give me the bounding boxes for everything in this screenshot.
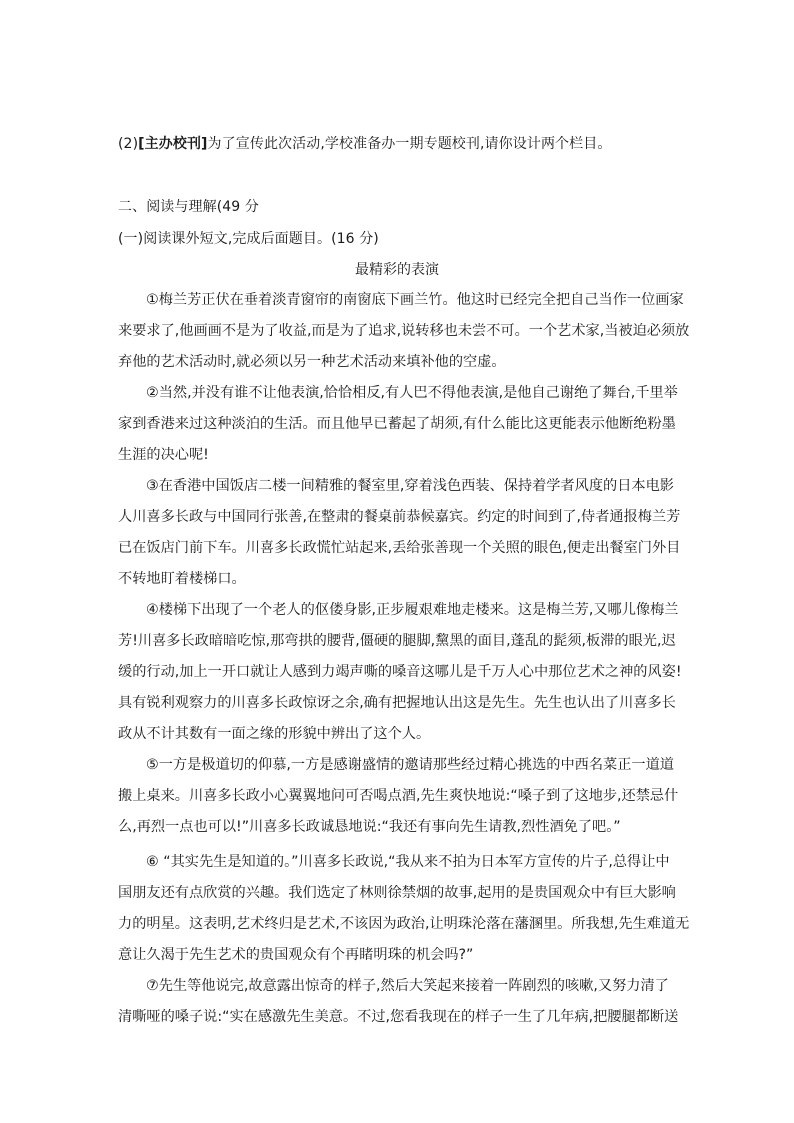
paragraph-line: 么,再烈一点也可以!”川喜多长政诚恳地说:“我还有事向先生请教,烈性酒免了吧。” (118, 819, 621, 835)
paragraph-line: 意让久渴于先生艺术的贵国观众有个再睹明珠的机会吗?” (118, 947, 474, 963)
paragraph-line: 具有锐利观察力的川喜多长政惊讶之余,确有把握地认出这是先生。先生也认出了川喜多长 (118, 695, 676, 711)
paragraph-line: ④楼梯下出现了一个老人的伛偻身影,正步履艰难地走楼来。这是梅兰芳,又哪儿像梅兰 (146, 602, 679, 618)
paragraph-line: ③在香港中国饭店二楼一间精雅的餐室里,穿着浅色西装、保持着学者风度的日本电影 (146, 478, 674, 494)
task-number: (2) (118, 136, 139, 152)
paragraph-line: 政从不计其数有一面之缘的形貌中辨出了这个人。 (118, 726, 431, 742)
paragraph-line: 弃他的艺术活动时,就必须以另一种艺术活动来填补他的空虚。 (118, 354, 506, 370)
paragraph-line: 生涯的决心呢! (118, 447, 209, 463)
paragraph-line: ②当然,并没有谁不让他表演,恰恰相反,有人巴不得他表演,是他自己谢绝了舞台,千里举 (146, 385, 678, 401)
paragraph-line: ⑥ “其实先生是知道的。”川喜多长政说,“我从来不拍为日本军方宣传的片子,总得让中 (146, 854, 670, 870)
task-item (118, 134, 678, 154)
paragraph-line: 已在饭店门前下车。川喜多长政慌忙站起来,丢给张善现一个关照的眼色,便走出餐室门外目 (118, 540, 681, 556)
subsection-heading: (一)阅读课外短文,完成后面题目。(16 分) (118, 231, 379, 247)
task-text: 为了宣传此次活动,学校准备办一期专题校刊,请你设计两个栏目。 (207, 136, 612, 152)
paragraph-line: 搬上桌来。川喜多长政小心翼翼地问可否喝点酒,先生爽快地说:“嗓子到了这地步,还禁忌什 (118, 788, 679, 804)
paragraph-line: 国朋友还有点欣赏的兴趣。我们选定了林则徐禁烟的故事,起用的是贵国观众中有巨大影响 (118, 885, 676, 901)
paragraph-line: ⑦先生等他说完,故意露出惊奇的样子,然后大笑起来接着一阵剧烈的咳嗽,又努力清了 (146, 978, 669, 994)
paragraph-line: 不转地盯着楼梯口。 (118, 571, 246, 587)
paragraph-line: 来要求了,他画画不是为了收益,而是为了追求,说转移也未尝不可。一个艺术家,当被迫必须放 (118, 323, 690, 339)
article-title: 最精彩的表演 (355, 262, 439, 278)
task-tag: [主办校刊] (138, 136, 208, 152)
paragraph-line: 芳!川喜多长政暗暗吃惊,那弯拱的腰背,僵硬的腿脚,黧黑的面目,蓬乱的髭须,板滞的眼光,迟 (118, 633, 676, 649)
paragraph-line: 缓的行动,加上一开口就让人感到力竭声嘶的嗓音这哪儿是千万人心中那位艺术之神的风姿! (118, 664, 682, 680)
paragraph-line: ①梅兰芳正伏在垂着淡青窗帘的南窗底下画兰竹。他这时已经完全把自己当作一位画家 (146, 292, 684, 308)
section-heading: 二、阅读与理解(49 分 (118, 199, 259, 215)
paragraph-line: ⑤一方是极道切的仰慕,一方是感谢盛情的邀请那些经过精心挑选的中西名菜正一道道 (146, 757, 674, 773)
paragraph-line: 人川喜多长政与中国同行张善,在整肃的餐桌前恭候嘉宾。约定的时间到了,侍者通报梅兰芳 (118, 509, 681, 525)
paragraph-line: 家到香港来过这种淡泊的生活。而且他早已蓄起了胡须,有什么能比这更能表示他断绝粉墨 (118, 416, 676, 432)
paragraph-line: 清嘶哑的嗓子说:“实在感激先生美意。不过,您看我现在的样子一生了几年病,把腰腿都断送 (118, 1009, 679, 1025)
paragraph-line: 力的明星。这表明,艺术终归是艺术,不该因为政治,让明珠沦落在藩溷里。所我想,先生难道无 (118, 916, 690, 932)
